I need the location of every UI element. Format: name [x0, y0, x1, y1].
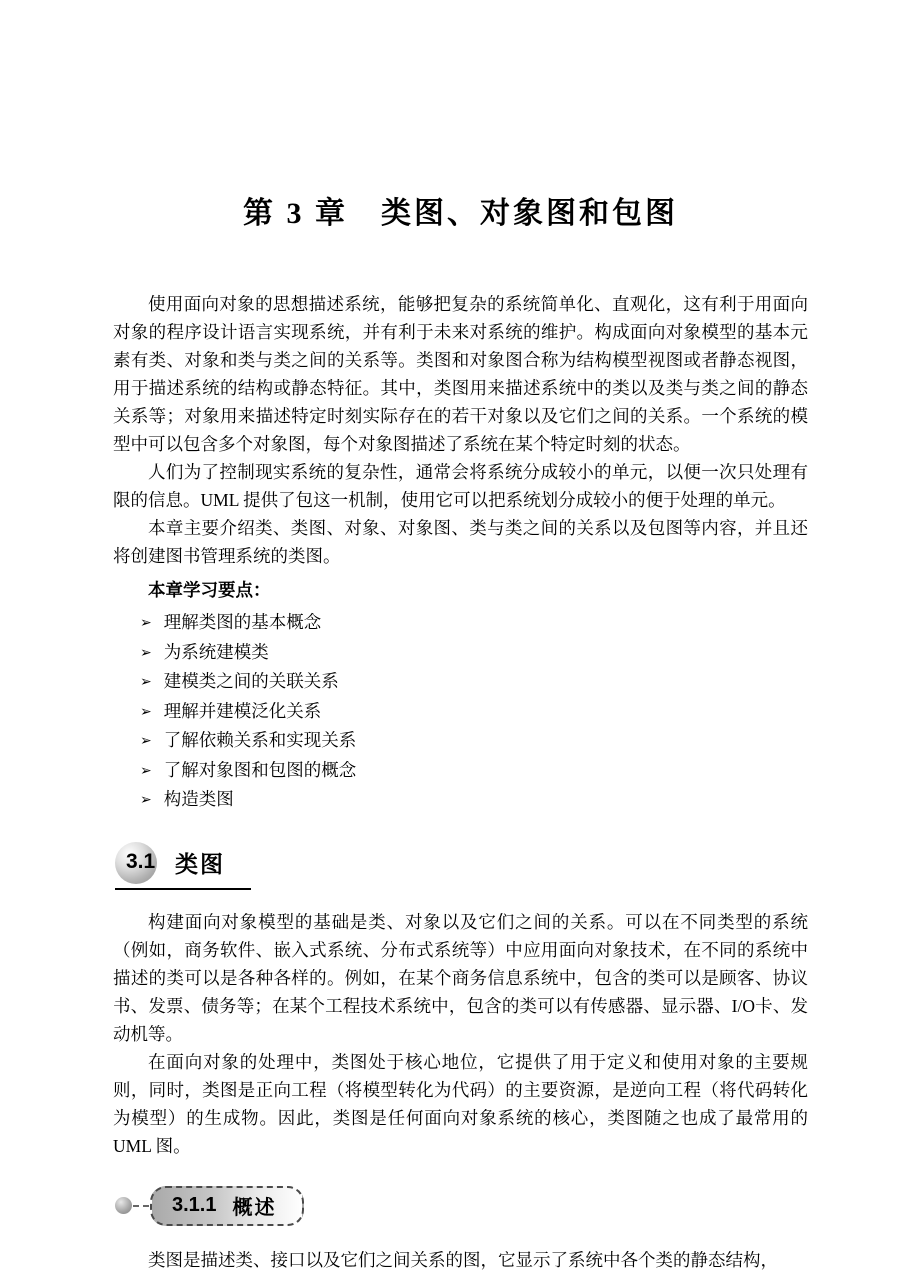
arrow-bullet-icon: ➢ [140, 733, 152, 749]
learning-point-label: 构造类图 [163, 789, 234, 809]
bullet-sphere-icon [115, 1197, 132, 1214]
learning-point-item [113, 639, 808, 669]
learning-point-label: 理解类图的基本概念 [163, 612, 322, 632]
learning-point-item [113, 727, 808, 757]
section-title: 类图 [175, 852, 225, 877]
subsection-heading-3-1-1 [115, 1186, 808, 1226]
subsection-title: 概述 [232, 1196, 277, 1219]
section-heading-3-1 [115, 842, 251, 890]
learning-point-label: 为系统建模类 [163, 641, 269, 662]
arrow-bullet-icon: ➢ [140, 792, 152, 808]
arrow-bullet-icon: ➢ [140, 615, 152, 631]
section-paragraph-2: 在面向对象的处理中，类图处于核心地位，它提供了用于定义和使用对象的主要规则，同时，类图是正向工程（将模型转化为代码）的主要资源，是逆向工程（将代码转化为模型）的生成物。因此，类图是任何面向对象系统的核心，类图随之也成了最常用的 UML 图。 [113, 1051, 808, 1156]
intro-paragraph-1: 使用面向对象的思想描述系统，能够把复杂的系统简单化、直观化，这有利于用面向对象的程序设计语言实现系统，并有利于未来对系统的维护。构成面向对象模型的基本元素有类、对象和类与类之间的关系等。类图和对象图合称为结构模型视图或者静态视图，用于描述系统的结构或静态特征。其中，类图用来描述系统中的类以及类与类之间的静态关系等；对象用来描述特定时刻实际存在的若干对象以及它们之间的关系。一个系统的模型中可以包含多个对象图，每个对象图描述了系统在某个特定时刻的状态。 [113, 294, 808, 454]
arrow-bullet-icon: ➢ [140, 674, 152, 690]
arrow-bullet-icon: ➢ [140, 703, 152, 720]
intro-paragraph-2: 人们为了控制现实系统的复杂性，通常会将系统分成较小的单元，以便一次只处理有限的信息。UML 提供了包这一机制，使用它可以把系统划分成较小的便于处理的单元。 [113, 462, 808, 510]
chapter-title: 第 3 章 类图、对象图和包图 [243, 197, 678, 230]
arrow-bullet-icon: ➢ [140, 762, 152, 779]
section-paragraph-1: 构建面向对象模型的基础是类、对象以及它们之间的关系。可以在不同类型的系统（例如，商务软件、嵌入式系统、分布式系统等）中应用面向对象技术，在不同的系统中描述的类可以是各种各样的。例如，在某个商务信息系统中，包含的类可以是顾客、协议书、发票、债务等；在某个工程技术系统中，包含的类可以有传感器、显示器、I/O卡、发动机等。 [113, 911, 808, 1044]
learning-point-item [113, 757, 808, 787]
section-number: 3.1 [126, 849, 156, 873]
learning-point-label: 了解依赖关系和实现关系 [163, 730, 357, 750]
intro-paragraph-3: 本章主要介绍类、类图、对象、对象图、类与类之间的关系以及包图等内容，并且还将创建图书管理系统的类图。 [113, 518, 808, 566]
learning-point-item [113, 668, 808, 698]
learning-points-heading: 本章学习要点： [148, 580, 271, 600]
subsection-title-box [150, 1186, 304, 1226]
learning-point-label: 了解对象图和包图的概念 [163, 759, 357, 780]
learning-point-item [113, 786, 808, 816]
subsection-paragraph: 类图是描述类、接口以及它们之间关系的图，它显示了系统中各个类的静态结构， [148, 1249, 778, 1270]
learning-point-item [113, 698, 808, 728]
learning-point-item [113, 609, 808, 639]
learning-point-label: 建模类之间的关联关系 [163, 671, 339, 691]
dash-connector [133, 1205, 149, 1207]
learning-points-list [113, 609, 808, 816]
learning-point-label: 理解并建模泛化关系 [163, 700, 322, 721]
section-sphere-icon [115, 842, 157, 884]
arrow-bullet-icon: ➢ [140, 644, 152, 661]
subsection-number: 3.1.1 [172, 1193, 217, 1216]
